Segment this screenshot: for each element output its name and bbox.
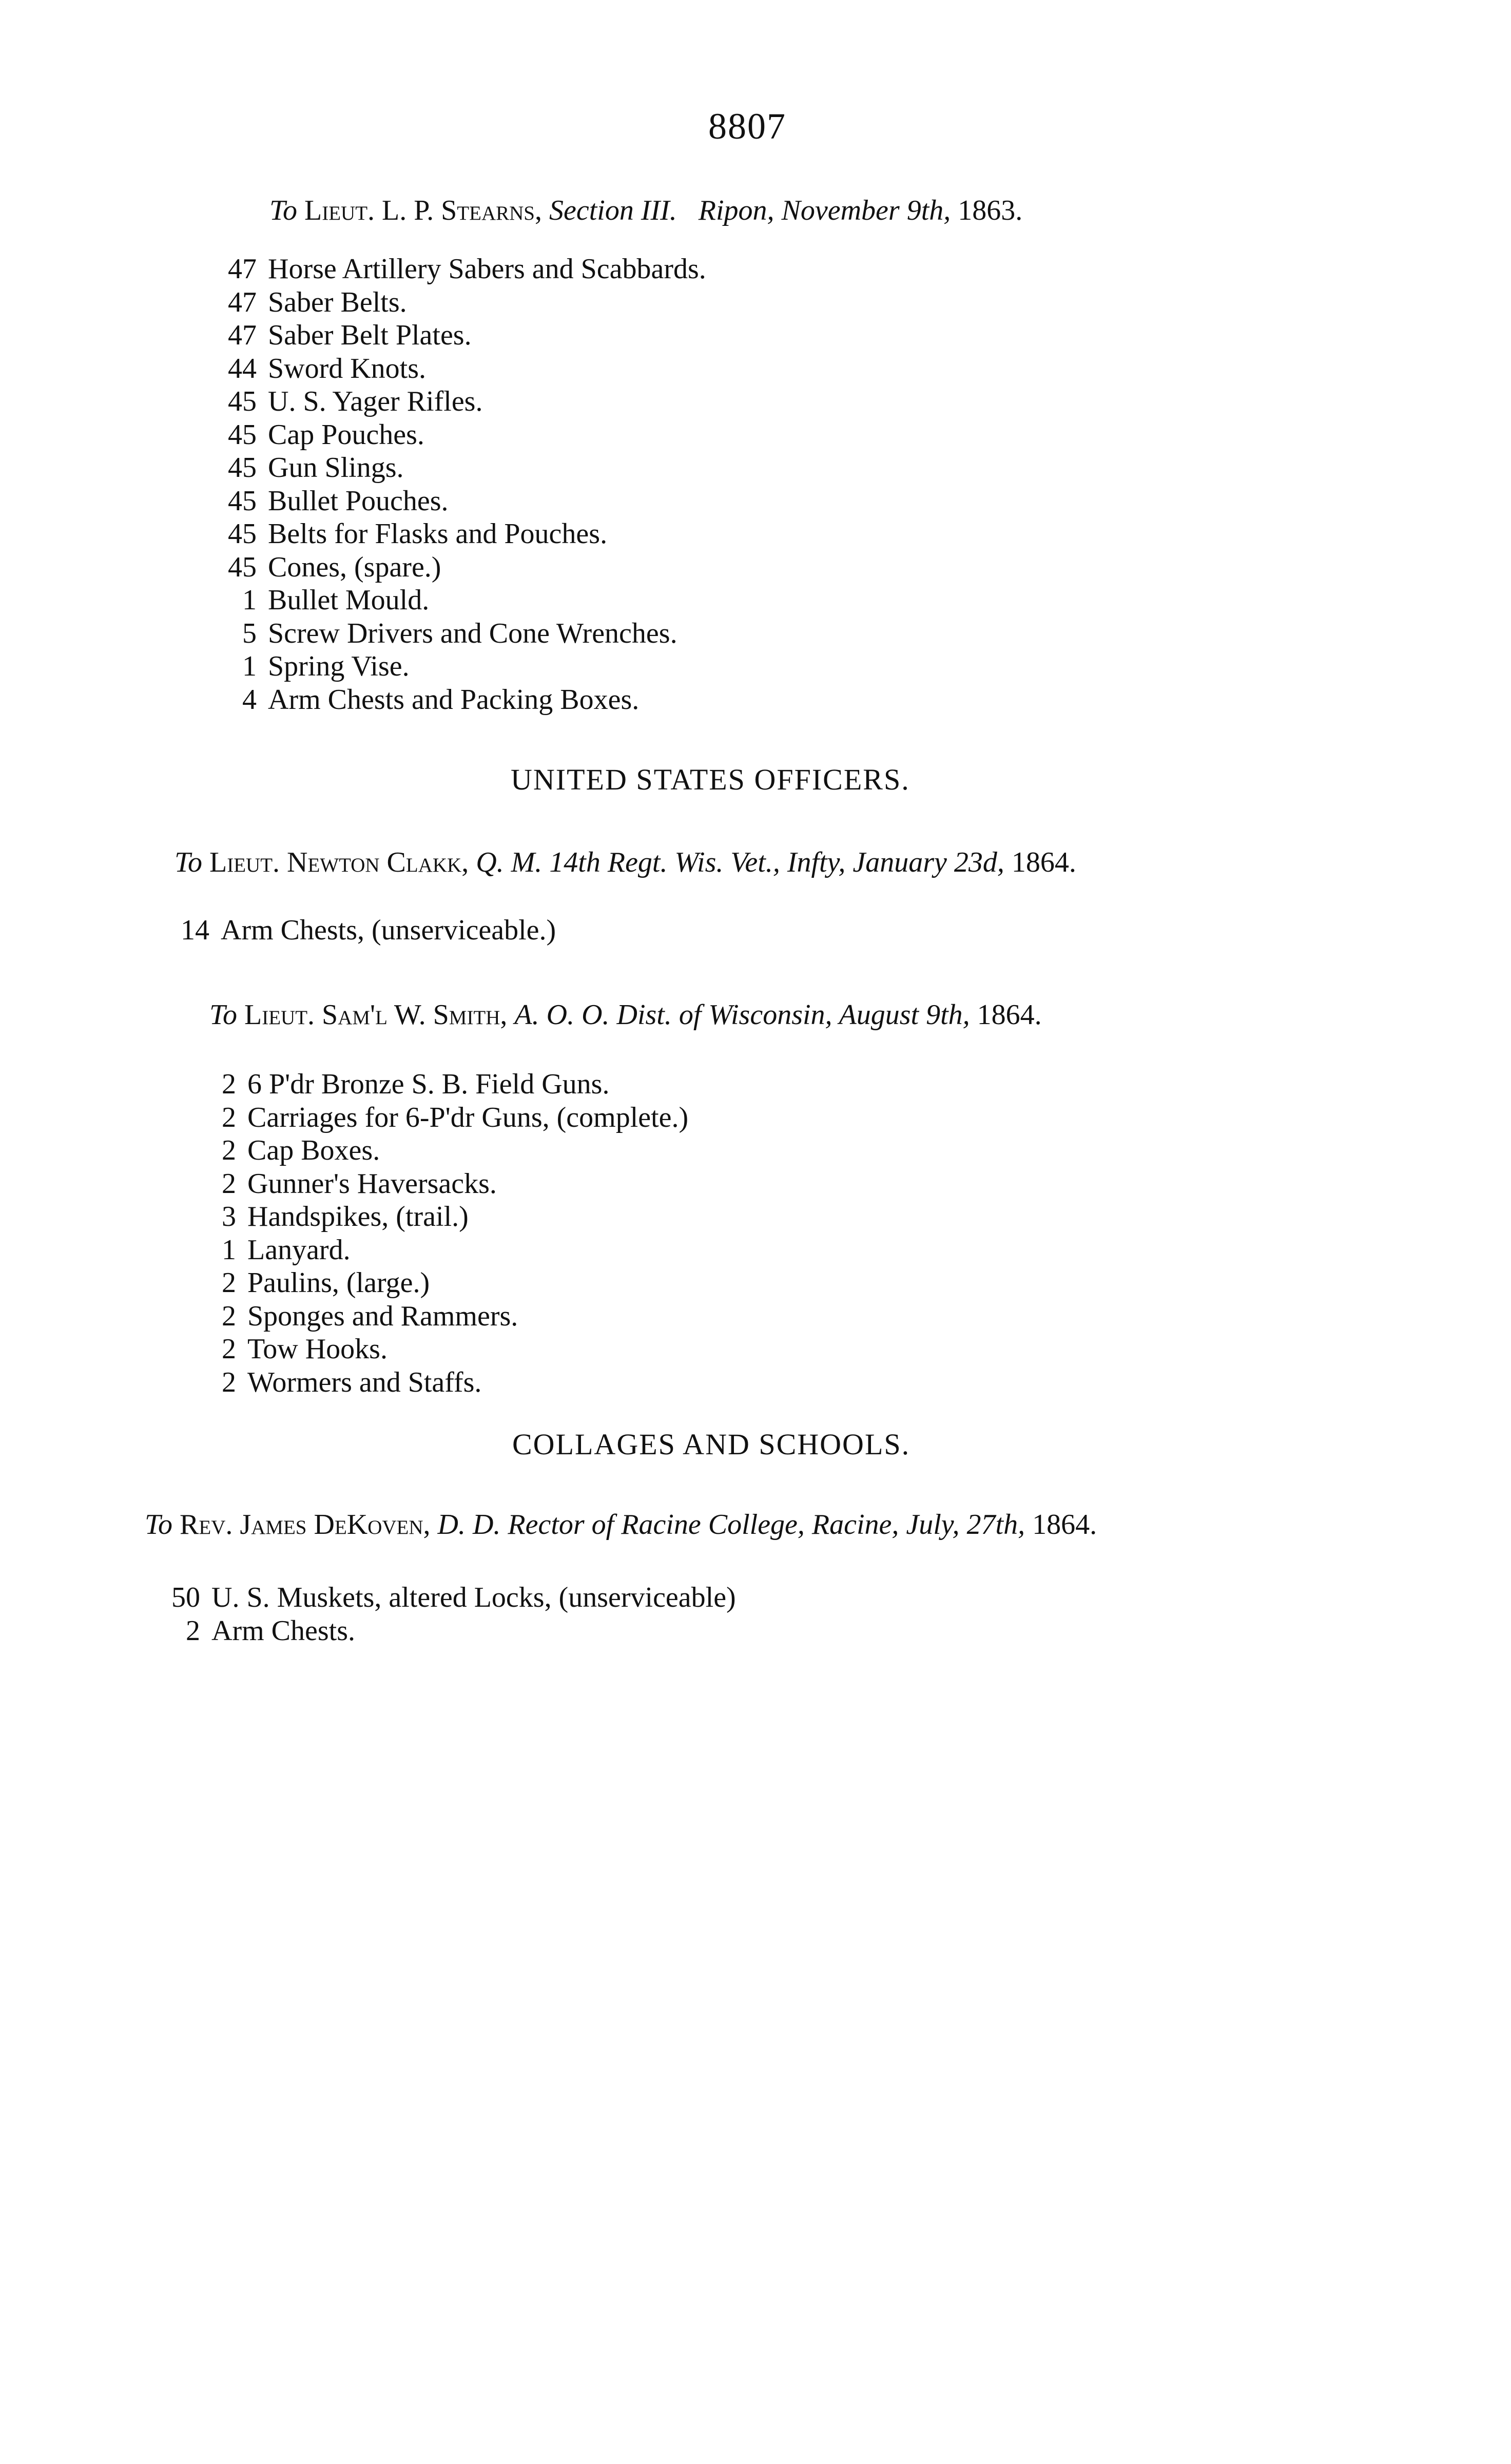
item-desc: Wormers and Staffs.	[247, 1366, 482, 1398]
item-qty: 2	[186, 1614, 200, 1647]
heading-to: To	[269, 195, 298, 226]
list-item	[210, 352, 706, 386]
item-qty: 1	[242, 584, 257, 616]
item-qty: 2	[222, 1300, 236, 1332]
list-item	[154, 1614, 736, 1648]
list-item	[210, 1167, 688, 1201]
smith-heading	[209, 998, 1042, 1031]
item-desc: Tow Hooks.	[247, 1333, 388, 1365]
item-qty: 47	[228, 253, 257, 285]
smith-item-list	[210, 1068, 688, 1399]
item-desc: Arm Chests and Packing Boxes.	[268, 683, 640, 716]
item-qty: 2	[222, 1101, 236, 1133]
item-desc: Cap Pouches.	[268, 418, 424, 451]
item-qty: 2	[222, 1134, 236, 1166]
heading-detail: D. D. Rector of Racine College, Racine, July, 27th,	[437, 1509, 1025, 1541]
list-item	[210, 683, 706, 717]
item-qty: 2	[222, 1167, 236, 1200]
item-desc: Horse Artillery Sabers and Scabbards.	[268, 253, 706, 285]
dekoven-heading	[145, 1508, 1097, 1541]
item-desc: Sponges and Rammers.	[247, 1300, 518, 1332]
list-item	[210, 1333, 688, 1366]
list-item	[210, 319, 706, 352]
item-qty: 2	[222, 1333, 236, 1365]
heading-recipient: Lieut. L. P. Stearns,	[304, 195, 542, 226]
item-qty: 45	[228, 386, 257, 417]
heading-year: 1863.	[958, 195, 1023, 226]
item-desc: Cap Boxes.	[247, 1134, 380, 1166]
heading-place-date: Ripon, November 9th,	[698, 195, 951, 226]
item-qty: 14	[181, 914, 209, 946]
clark-heading	[175, 846, 1076, 879]
item-desc: Arm Chests, (unserviceable.)	[221, 914, 556, 946]
item-qty: 50	[171, 1582, 200, 1613]
item-qty: 45	[228, 452, 257, 484]
item-desc: Gun Slings.	[268, 452, 404, 484]
heading-year: 1864.	[977, 999, 1042, 1031]
list-item	[210, 286, 706, 319]
heading-recipient: Rev. James DeKoven,	[180, 1509, 431, 1541]
list-item	[210, 517, 706, 551]
item-desc: Handspikes, (trail.)	[247, 1201, 469, 1233]
item-qty: 1	[222, 1234, 236, 1266]
list-item	[154, 1581, 736, 1614]
item-qty: 2	[222, 1366, 236, 1398]
item-qty: 4	[242, 683, 257, 716]
stearns-item-list	[210, 253, 706, 716]
item-qty: 45	[228, 418, 257, 451]
page-number: 8807	[708, 106, 786, 147]
list-item	[210, 253, 706, 286]
heading-detail: Q. M. 14th Regt. Wis. Vet., Infty, January 23d,	[476, 846, 1004, 878]
list-item	[210, 1234, 688, 1267]
item-qty: 3	[222, 1201, 236, 1233]
item-qty: 5	[242, 617, 257, 649]
item-desc: Saber Belt Plates.	[268, 319, 472, 351]
item-desc: Arm Chests.	[211, 1614, 355, 1647]
section-title-us-officers: UNITED STATES OFFICERS.	[511, 763, 910, 796]
dekoven-item-list	[154, 1581, 736, 1647]
item-qty: 2	[222, 1068, 236, 1100]
item-desc: Saber Belts.	[268, 286, 407, 318]
list-item	[163, 914, 556, 947]
item-qty: 45	[228, 485, 257, 517]
heading-to: To	[175, 846, 203, 878]
heading-year: 1864.	[1032, 1509, 1097, 1541]
list-item	[210, 385, 706, 418]
item-desc: Belts for Flasks and Pouches.	[268, 518, 608, 550]
list-item	[210, 650, 706, 683]
item-desc: Bullet Mould.	[268, 584, 430, 616]
item-desc: U. S. Yager Rifles.	[268, 386, 483, 417]
item-desc: Bullet Pouches.	[268, 485, 449, 517]
item-qty: 2	[222, 1267, 236, 1299]
item-desc: U. S. Muskets, altered Locks, (unserviceable)	[211, 1582, 736, 1613]
item-qty: 47	[228, 319, 257, 351]
list-item	[210, 617, 706, 650]
item-qty: 47	[228, 286, 257, 318]
heading-year: 1864.	[1011, 846, 1076, 878]
list-item	[210, 451, 706, 485]
list-item	[210, 485, 706, 518]
list-item	[210, 418, 706, 452]
item-desc: Carriages for 6-P'dr Guns, (complete.)	[247, 1101, 689, 1133]
list-item	[210, 1068, 688, 1101]
heading-detail: Section III.	[549, 195, 677, 226]
heading-to: To	[145, 1509, 173, 1541]
item-desc: Cones, (spare.)	[268, 551, 441, 583]
heading-recipient: Lieut. Sam'l W. Smith,	[244, 999, 508, 1031]
item-qty: 45	[228, 518, 257, 550]
stearns-heading	[269, 194, 1022, 227]
heading-detail: A. O. O. Dist. of Wisconsin, August 9th,	[514, 999, 970, 1031]
item-desc: Gunner's Haversacks.	[247, 1167, 497, 1200]
heading-to: To	[209, 999, 238, 1031]
item-desc: Lanyard.	[247, 1234, 351, 1266]
heading-recipient: Lieut. Newton Clakk,	[209, 846, 469, 878]
list-item	[210, 1366, 688, 1399]
item-desc: 6 P'dr Bronze S. B. Field Guns.	[247, 1068, 610, 1100]
clark-item-list	[163, 914, 556, 947]
item-qty: 45	[228, 551, 257, 583]
list-item	[210, 584, 706, 617]
list-item	[210, 551, 706, 584]
list-item	[210, 1300, 688, 1333]
list-item	[210, 1101, 688, 1134]
list-item	[210, 1266, 688, 1300]
list-item	[210, 1134, 688, 1167]
item-desc: Spring Vise.	[268, 650, 410, 682]
item-qty: 1	[242, 650, 257, 682]
list-item	[210, 1200, 688, 1234]
item-desc: Sword Knots.	[268, 352, 427, 384]
item-desc: Screw Drivers and Cone Wrenches.	[268, 617, 677, 649]
section-title-colleges: COLLAGES AND SCHOOLS.	[512, 1428, 911, 1461]
item-desc: Paulins, (large.)	[247, 1267, 430, 1299]
item-qty: 44	[228, 352, 257, 384]
